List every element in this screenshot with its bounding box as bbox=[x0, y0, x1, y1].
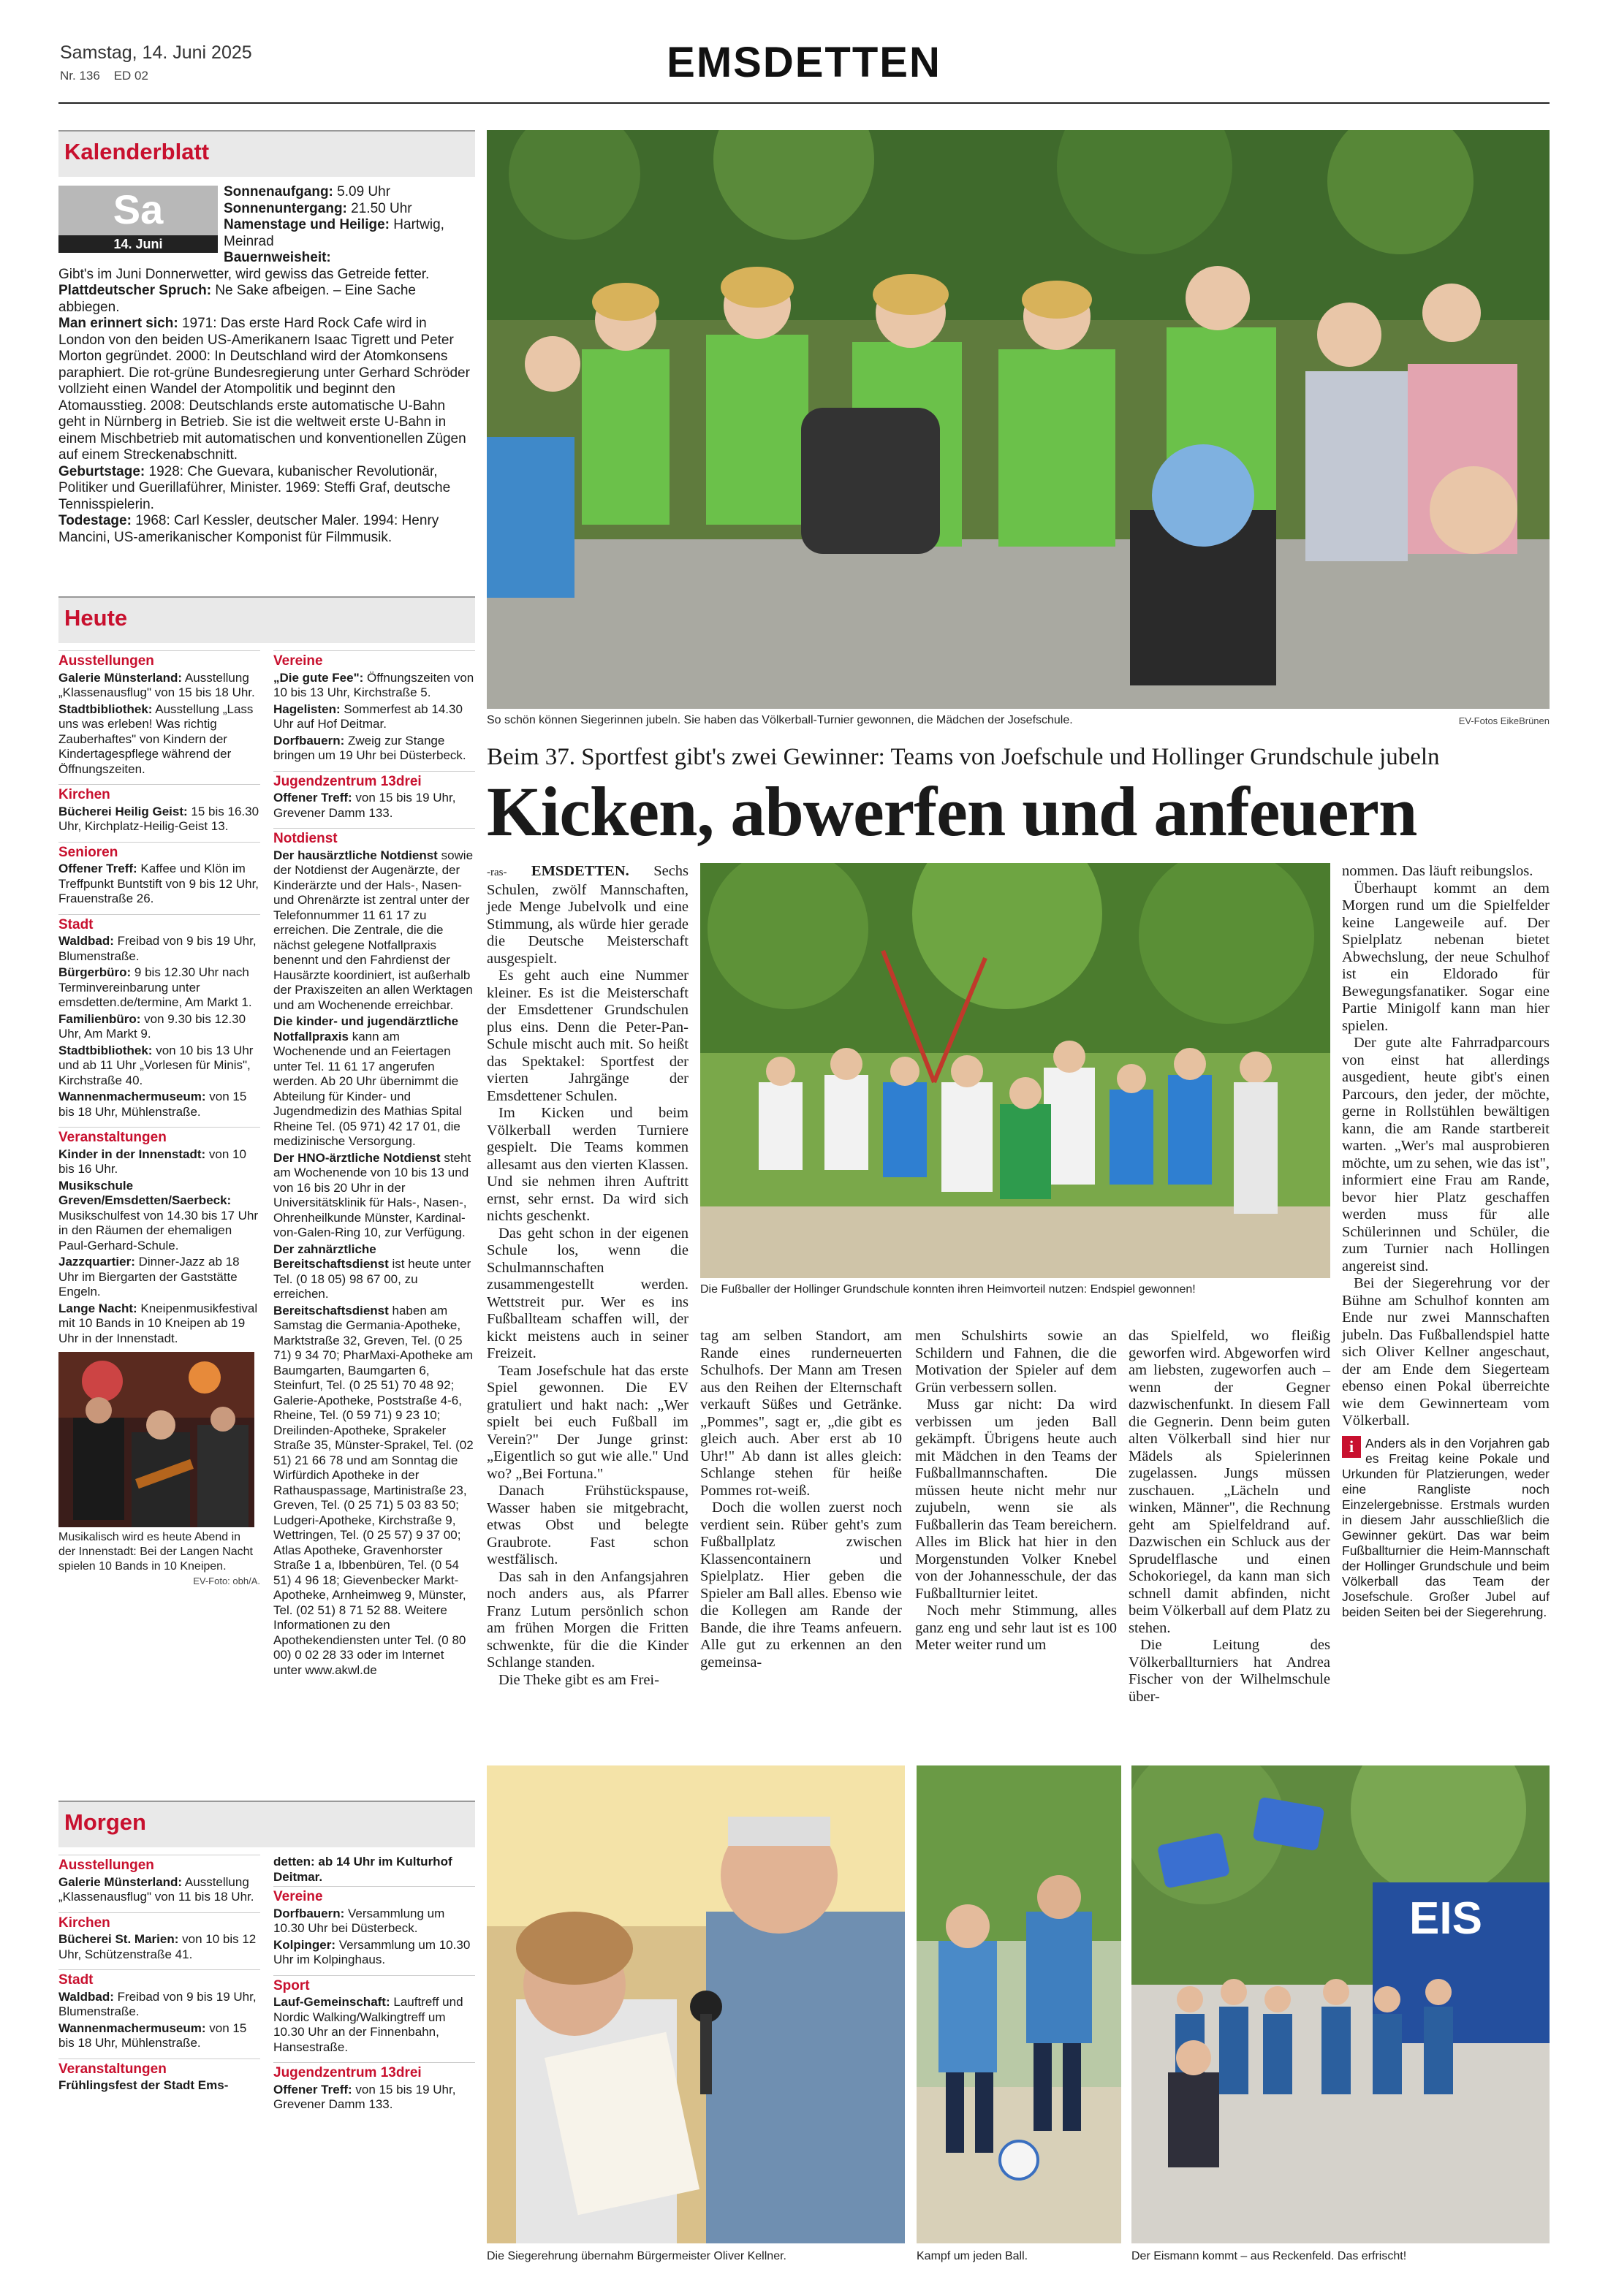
article-kicker: Beim 37. Sportfest gibt's zwei Gewinner: Teams von Joefschule und Hollinger Grundschule jubeln bbox=[487, 744, 1440, 770]
listing-entry: Bücherei St. Marien: von 10 bis 12 Uhr, Schützenstraße 41. bbox=[58, 1932, 257, 1961]
article-col-3: men Schulshirts sowie an Schildern und Fahnen, die die Motivation der Spieler auf dem Grün verbessern sollen. Muss gar nicht: Da wird verbissen um jeden Ball gekämpft. Übrigens heute auch mit Mädchen in den Teams der Fußballmannschaften. Die müssen heute nicht mehr nur zujubeln, wenn sie als Fußballerin das Team bereichern. Alles im Blick hat hier in den Morgenstunden Volker Knebel von der Johannesschule, der das Fußballturnier leitet. Noch mehr Stimmung, alles ganz eng und sehr laut ist es 100 Meter weiter rund um bbox=[915, 1328, 1117, 1653]
listing-entry: „Die gute Fee": Öffnungszeiten von 10 bis 13 Uhr, Kirchstraße 5. bbox=[273, 670, 474, 699]
weather-text: Gibt's im Juni Donnerwetter, wird gewiss das Getreide fetter. bbox=[58, 266, 430, 282]
band-photo-credit: EV-Foto: obh/A. bbox=[193, 1575, 260, 1586]
section-title: EMSDETTEN bbox=[667, 39, 941, 86]
listing-category: Jugendzentrum 13drei bbox=[273, 771, 475, 790]
top-photo bbox=[487, 130, 1550, 709]
listing-entry: Waldbad: Freibad von 9 bis 19 Uhr, Blumenstraße. bbox=[58, 934, 257, 963]
listing-category: Stadt bbox=[58, 1969, 260, 1988]
listing-entry: Lange Nacht: Kneipenmusikfestival mit 10 Bands in 10 Kneipen ab 19 Uhr in der Innenstadt. bbox=[58, 1301, 258, 1345]
article-col-4: das Spielfeld, wo fleißig geworfen wird. Abgeworfen wird am liebsten, zugeworfen auch – wenn der Gegner dazwischenfunkt. In diesem Fall die Gegnerin. Denn beim guten alten Völkerball sind hier nur Mädels als Spielerinnen zugelassen. Jungs müssen zuschauen. „Lächeln und winken, Männer", die Rechnung geht am Spielfeldrand auf. Dazwischen ein Schluck aus der Sprudelflasche und einen Schokoriegel, da kann man sich schnell damit abfinden, nicht beim Völkerball auf dem Platz zu stehen. Die Leitung des Völkerballturniers hat Andrea Fischer von der Wilhelmschule über- bbox=[1129, 1328, 1330, 1705]
listing-entry: Jazzquartier: Dinner-Jazz ab 18 Uhr im Biergarten der Gaststätte Engeln. bbox=[58, 1255, 240, 1299]
listing-category: Vereine bbox=[273, 1886, 475, 1905]
article-body bbox=[487, 863, 1550, 1740]
morgen-col-right bbox=[273, 1855, 475, 2114]
day-box bbox=[58, 186, 218, 256]
day-abbr: Sa bbox=[58, 186, 218, 235]
issue-number: Nr. 136 ED 02 bbox=[60, 69, 148, 83]
listing-entry: Bereitschaftsdienst haben am Samstag die Germania-Apotheke, Marktstraße 32, Greven, Tel. (0 25 71) 9 34 70; PharMaxi-Apotheke am Baumgarten, Baumgarten 6, Steinfurt, Tel. (0 25 51) 70 48 92; Galerie-Apotheke, Poststraße 4-6, Rheine, Tel. (0 59 71) 9 23 10; Dreilinden-Apotheke, Sprakeler Straße 35, Münster-Sprakel, Tel. (02 51) 21 66 78 und am Sonntag die Wirfürdich Apotheke in der Rathauspassage, Martinistraße 23, Greven, Tel. (0 25 71) 5 03 83 50; Ludgeri-Apotheke, Kirchstraße 9, Wettringen, Tel. (0 25 57) 9 37 00; Atlas Apotheke, Gravenhorster Straße 1 a, Ibbenbüren, Tel. (0 54 51) 4 96 18; Gievenbecker Markt-Apotheke, Arnheimweg 9, Münster, Tel. (02 51) 8 71 52 88. Weitere Informationen zu den Apothekendiensten unter Tel. (0 80 00) 0 02 28 33 oder im Internet unter www.akwl.de bbox=[273, 1303, 474, 1677]
top-photo-caption-row bbox=[487, 709, 1550, 731]
listing-entry: Offener Treff: von 15 bis 19 Uhr, Grevener Damm 133. bbox=[273, 791, 456, 820]
listing-category: Veranstaltungen bbox=[58, 2059, 260, 2078]
listing-entry: Kinder in der Innenstadt: von 10 bis 16 Uhr. bbox=[58, 1147, 246, 1176]
listing-entry: Stadtbibliothek: von 10 bis 13 Uhr und ab 11 Uhr „Vorlesen für Minis", Kirchstraße 40. bbox=[58, 1043, 254, 1087]
listing-category: Vereine bbox=[273, 650, 475, 669]
heute-col-right bbox=[273, 650, 475, 1790]
article-col-5: nommen. Das läuft reibungslos. Überhaupt kommt an dem Morgen rund um die Spielfelder keine Langeweile auf. Der Spielplatz nebenan bietet Abwechslung, der neue Schulhof ist ein Eldorado für Bewegungsfanatiker. Sogar eine Partie Minigolf kann man hier spielen. Der gute alte Fahrradparcours von einst hat allerdings ausgedient, heute gibt's einen Parcours, den jeder, der möchte, gerne in Rollstühlen bewältigen kann, die am Rande startbereit warten. „Wer's mal ausprobieren möchte, um zu sehen, wie das ist", informiert eine Frau am Rande, bevor hier Platz geschaffen werden muss für alle Schülerinnen und Schüler, die zum Turnier nach Hollingen angereist sind. Bei der Siegerehrung vor der Bühne am Schulhof konnten am Ende nur zwei Mannschaften jubeln. Das Fußballendspiel hatte sich Oliver Kellner angeschaut, der am Ende dem Siegerteam ebenso einen Pokal überreichte wie dem Gewinnerteam vom Völkerball. i Anders als in den Vorjahren gab es Freitag keine Pokale und Urkunden für Platzierungen, weder eine Rangliste noch Einzelergebnisse. Erstmals wurden in diesem Jahr ausschließlich die Gewinner gekürt. Das war beim Fußballturnier die Heim-Mannschaft der Hollinger Grundschule und beim Völkerball das Team der Josefschule. Großer Jubel auf beiden Seiten bei der Siegerehrung. bbox=[1342, 863, 1550, 1619]
eis-sign: EIS bbox=[1409, 1893, 1482, 1944]
band-photo bbox=[58, 1352, 254, 1527]
listing-category: Veranstaltungen bbox=[58, 1127, 260, 1146]
info-text: Anders als in den Vorjahren gab es Freitag keine Pokale und Urkunden für Platzierungen, weder eine Rangliste noch Einzelergebnisse. Erstmals wurden in diesem Jahr ausschließlich die Gewinner gekürt. Das war beim Fußballturnier die Heim-Mannschaft der Hollinger Grundschule und beim Völkerball das Team der Josefschule. Großer Jubel auf beiden Seiten bei der Siegerehrung. bbox=[1342, 1435, 1550, 1619]
kalenderblatt-heading: Kalenderblatt bbox=[58, 130, 475, 177]
listing-entry: Bürgerbüro: 9 bis 12.30 Uhr nach Terminvereinbarung unter emsdetten.de/termine, Am Markt 1. bbox=[58, 965, 252, 1009]
article-col-2: tag am selben Standort, am Rande eines runderneuerten Schulhofs. Der Mann am Tresen aus den Reihen der Elternschaft verkauft Süßes und Getränke. „Pommes", sagt er, „die gibt es gleich auch. Aber erst ab 10 Uhr!" Ab dann ist alles gleich: Schlange stehen für heiße Pommes rot-weiß. Doch die wollen zuerst noch verdient sein. Rüber geht's zum Fußballplatz zwischen Klassencontainern und Spielplatz. Hier geben die Spieler am Ball alles. Ebenso wie die Kollegen am Rande der Bande, die ihre Teams anfeuern. Alle gut zu erkennen an den gemeinsa- bbox=[700, 1328, 902, 1670]
listing-category: Jugendzentrum 13drei bbox=[273, 2062, 475, 2081]
listing-entry: Bücherei Heilig Geist: 15 bis 16.30 Uhr, Kirchplatz-Heilig-Geist 13. bbox=[58, 804, 259, 833]
ice-cream-caption: Der Eismann kommt – aus Reckenfeld. Das erfrischt! bbox=[1131, 2250, 1407, 2262]
listing-entry: Lauf-Gemeinschaft: Lauftreff und Nordic Walking/Walkingtreff um 10.30 Uhr an der Finnenbahn, Hansestraße. bbox=[273, 1995, 463, 2054]
platt-saying: Plattdeutscher Spruch: Ne Sake afbeigen. – Eine Sache abbiegen. bbox=[58, 283, 416, 315]
listing-entry: Galerie Münsterland: Ausstellung „Klassenausflug" von 15 bis 18 Uhr. bbox=[58, 670, 255, 699]
listing-entry: Der zahnärztliche Bereitschaftsdienst ist heute unter Tel. (0 18 05) 98 67 00, zu erreichen. bbox=[273, 1242, 471, 1301]
listing-entry: Der HNO-ärztliche Notdienst steht am Wochenende von 10 bis 13 und von 16 bis 20 Uhr in der Universitätsklinik für Hals-, Nasen-, Ohrenheilkunde Münster, Kardinal-von-Galen-Ring 10, zur Verfügung. bbox=[273, 1150, 471, 1239]
issue-date: Samstag, 14. Juni 2025 bbox=[60, 42, 252, 63]
listing-entry: Musikschule Greven/Emsdetten/Saerbeck: Musikschulfest von 14.30 bis 17 Uhr in den Räumen der ehemaligen Paul-Gerhard-Schule. bbox=[58, 1178, 259, 1252]
listing-entry: Wannenmachermuseum: von 15 bis 18 Uhr, Mühlenstraße. bbox=[58, 2021, 247, 2050]
listing-entry: Der hausärztliche Notdienst sowie der Notdienst der Augenärzte, der Kinderärzte und der Hals-, Nasen- und Ohrenärzte ist zentral unter der Telefonnummer 11 61 17 zu erreichen. Die Zentrale, die die nächst gelegene Notfallpraxis benennt und den Fahrdienst der Hausärzte koordiniert, ist außerhalb der Praxiszeiten an allen Werktagen und am Wochenende erreichbar. bbox=[273, 848, 474, 1012]
masthead bbox=[58, 37, 1550, 104]
listing-entry: Kolpinger: Versammlung um 10.30 Uhr im Kolpinghaus. bbox=[273, 1937, 471, 1966]
band-photo-caption: Musikalisch wird es heute Abend in der Innenstadt: Bei der Langen Nacht spielen 10 Bands in 10 Kneipen. bbox=[58, 1531, 253, 1573]
listing-entry: Dorfbauern: Versammlung um 10.30 Uhr bei Düsterbeck. bbox=[273, 1906, 445, 1935]
morgen-col-left bbox=[58, 1855, 260, 2114]
top-photo-credit: EV-Fotos EikeBrünen bbox=[1458, 715, 1550, 726]
birthdays-text: Geburtstage: 1928: Che Guevara, kubanischer Revolutionär, Politiker und Guerillaführer, Minister. 1969: Steffi Graf, deutsche Tennisspielerin. bbox=[58, 463, 451, 512]
sidebar bbox=[58, 130, 475, 2114]
morgen-heading: Morgen bbox=[58, 1801, 475, 1847]
ceremony-photo bbox=[487, 1765, 905, 2243]
main-article bbox=[487, 130, 1550, 2262]
heute-col-left bbox=[58, 650, 260, 1790]
morgen-continued: detten: ab 14 Uhr im Kulturhof Deitmar. bbox=[273, 1855, 452, 1884]
listing-category: Sport bbox=[273, 1975, 475, 1994]
listing-entry: Dorfbauern: Zweig zur Stange bringen um 19 Uhr bei Düsterbeck. bbox=[273, 733, 466, 762]
info-box bbox=[1342, 1436, 1550, 1620]
listing-category: Stadt bbox=[58, 914, 260, 933]
info-icon: i bbox=[1342, 1436, 1361, 1458]
listing-category: Kirchen bbox=[58, 1912, 260, 1931]
day-date: 14. Juni bbox=[58, 235, 218, 253]
sun-times: Sonnenaufgang: 5.09 Uhr Sonnenuntergang: 21.50 Uhr Namenstage und Heilige: Hartwig, Meinrad bbox=[224, 184, 444, 249]
weather-saying: Bauernweisheit: bbox=[224, 250, 331, 265]
listing-entry: Stadtbibliothek: Ausstellung „Lass uns was erleben! Was richtig Zauberhaftes" von Kindern der Kindertagespflege während der Öffnungszeiten. bbox=[58, 702, 254, 776]
listing-entry: Die kinder- und jugendärztliche Notfallpraxis kann am Wochenende und an Feiertagen unter Tel. 11 61 17 angerufen werden. Ab 20 Uhr übernimmt die Abteilung für Kinder- und Jugendmedizin des Mathias Spital Rheine Tel. (05 971) 42 17 01, die medizinische Versorgung. bbox=[273, 1014, 462, 1148]
listing-entry: Offener Treff: Kaffee und Klön im Treffpunkt Buntstift von 9 bis 12 Uhr, Frauenstraße 26. bbox=[58, 862, 259, 905]
listing-category: Senioren bbox=[58, 842, 260, 861]
kalenderblatt-body bbox=[58, 177, 475, 586]
listing-entry: Offener Treff: von 15 bis 19 Uhr, Grevener Damm 133. bbox=[273, 2082, 456, 2111]
listing-category: Kirchen bbox=[58, 784, 260, 803]
morgen-listing bbox=[58, 1855, 475, 2114]
article-col-1: -ras- EMSDETTEN. Sechs Schulen, zwölf Mannschaften, jede Menge Jubelvolk und eine Stimmung, als würde hier gerade die Deutsche Meisterschaft ausgespielt. Es geht auch eine Nummer kleiner. Es ist die Meisterschaft der Emsdettener Grundschulen plus eins. Denn die Peter-Pan-Schule mischt auch mit. So heißt das Spektakel: Sportfest der vierten Jahrgänge der Emsdettener Schulen. Im Kicken und beim Völkerball werden Turniere gespielt. Die Teams kommen allesamt aus den vierten Klassen. Und sie nehmen ihren Auftritt ernst, sehr ernst. Da wird sich nichts geschenkt. Das geht schon in der eigenen Schule los, wenn die Schulmannschaften zusammengestellt werden. Wettstreit pur. Wer es ins Fußballteam schaffen will, der kickt meistens auch in seiner Freizeit. Team Josefschule hat das erste Spiel gewonnen. Die EV gratuliert und hakt nach: „Wer spielt bei euch Fußball im Verein?" Der Junge grinst: „Eigentlich so gut wie alle." Und wo? „Bei Fortuna." Danach Frühstückspause, Wasser haben sie mitgebracht, etwas Obst und belegte Graubrote. Fast schon westfälisch. Das sah in den Anfangsjahren noch anders aus, als Pfarrer Franz Lutum persönlich schon am frühen Morgen die Fritten schwenkte, für die die Kinder Schlange standen. Die Theke gibt es am Frei- bbox=[487, 863, 689, 1688]
ice-cream-photo bbox=[1131, 1765, 1550, 2243]
middle-photo bbox=[700, 863, 1330, 1278]
listing-entry: Hagelisten: Sommerfest ab 14.30 Uhr auf Hof Deitmar. bbox=[273, 702, 463, 731]
listing-category: Notdienst bbox=[273, 828, 475, 847]
heute-heading: Heute bbox=[58, 596, 475, 643]
listing-entry: Waldbad: Freibad von 9 bis 19 Uhr, Blumenstraße. bbox=[58, 1989, 257, 2018]
deaths-text: Todestage: 1968: Carl Kessler, deutscher Maler. 1994: Henry Mancini, US-amerikanischer Komponist für Filmmusik. bbox=[58, 513, 439, 545]
listing-category: Ausstellungen bbox=[58, 650, 260, 669]
remember-text: Man erinnert sich: 1971: Das erste Hard Rock Cafe wird in London von den beiden US-Amerikanern Isaac Tigrett und Peter Morton gegründet. 2000: In Deutschland wird der Atomkonsens paraphiert. Die rot-grüne Bundesregierung unter Gerhard Schröder vollzieht einen Wandel der Atompolitik und beginnt den Atomausstieg. 2008: Deutschlands erste automatische U-Bahn geht in Nürnberg in Betrieb. Sie ist die weltweit erste U-Bahn in einem Mischbetrieb mit automatischen und konventionellen Zügen auf einem Streckenabschnitt. bbox=[58, 316, 470, 463]
ball-caption: Kampf um jeden Ball. bbox=[917, 2250, 1028, 2262]
listing-entry: Frühlingsfest der Stadt Ems- bbox=[58, 2078, 229, 2092]
article-headline: Kicken, abwerfen und anfeuern bbox=[487, 772, 1417, 851]
listing-entry: Galerie Münsterland: Ausstellung „Klassenausflug" von 11 bis 18 Uhr. bbox=[58, 1874, 254, 1904]
listing-entry: Wannenmachermuseum: von 15 bis 18 Uhr, Mühlenstraße. bbox=[58, 1090, 247, 1119]
bottom-photos bbox=[487, 1765, 1550, 2273]
middle-photo-caption: Die Fußballer der Hollinger Grundschule konnten ihren Heimvorteil nutzen: Endspiel gewonnen! bbox=[700, 1283, 1196, 1296]
heute-listing bbox=[58, 650, 475, 1790]
ceremony-caption: Die Siegerehrung übernahm Bürgermeister Oliver Kellner. bbox=[487, 2250, 786, 2262]
top-photo-caption: So schön können Siegerinnen jubeln. Sie haben das Völkerball-Turnier gewonnen, die Mädchen der Josefschule. bbox=[487, 714, 1073, 726]
listing-category: Ausstellungen bbox=[58, 1855, 260, 1874]
ball-photo bbox=[917, 1765, 1121, 2243]
middle-photo-block bbox=[700, 863, 1330, 1297]
listing-entry: Familienbüro: von 9.30 bis 12.30 Uhr, Am Markt 9. bbox=[58, 1011, 246, 1041]
